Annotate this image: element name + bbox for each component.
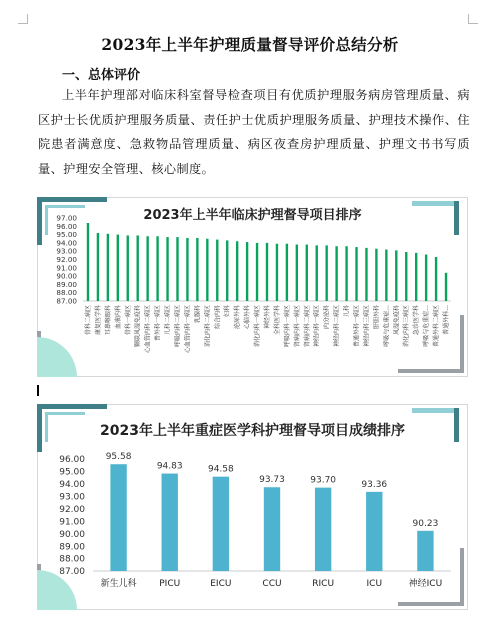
x-tick-label: 乳腺科 [194, 305, 202, 324]
x-tick-label: 神经外科 [264, 305, 271, 330]
frame-accent-top-left [37, 404, 107, 409]
frame-accent-top-right [412, 408, 454, 413]
frame-accent-left-top [37, 197, 42, 245]
x-tick-label: 神经内科一病区 [313, 305, 321, 348]
data-label: 94.83 [156, 461, 183, 472]
y-tick-label: 95.00 [56, 230, 77, 240]
bar [385, 250, 387, 301]
bar [117, 235, 119, 301]
data-label: 90.23 [412, 518, 439, 529]
x-tick-label: 神经内科三病区 [363, 305, 371, 348]
y-tick-label: 96.00 [59, 455, 85, 466]
bar [286, 244, 288, 301]
y-tick-label: 90.00 [56, 271, 77, 281]
x-tick-label: 泌尿外科 [234, 305, 242, 330]
data-label: 94.58 [207, 464, 234, 475]
frame-accent-right-bottom [460, 548, 464, 606]
x-tick-label: 普通外科一病区 [353, 305, 361, 348]
bar [375, 249, 377, 301]
bar [425, 255, 427, 301]
x-tick-label: 骨科二病区 [84, 305, 92, 336]
bar [176, 237, 178, 301]
frame-accent-bottom-right [398, 369, 464, 373]
x-tick-label: 康复医学科 [94, 305, 102, 336]
text-cursor [37, 385, 39, 396]
bar [206, 239, 208, 301]
y-tick-label: 93.00 [59, 492, 85, 503]
x-tick-label: 肝胆外科 [373, 305, 381, 330]
y-tick-label: 89.00 [56, 279, 77, 289]
y-tick-label: 92.00 [59, 504, 85, 515]
bar [276, 244, 278, 301]
frame-accent-top-left-inner [45, 412, 85, 415]
y-tick-label: 96.00 [56, 221, 77, 231]
chart-clinical-ranking-svg [37, 197, 468, 377]
data-label: 93.36 [361, 479, 388, 490]
x-tick-label: 儿科 [343, 305, 351, 318]
y-tick-label: 87.00 [56, 296, 77, 306]
bar [296, 245, 298, 301]
y-tick-label: 88.00 [59, 554, 85, 565]
x-tick-label: 血液内科 [114, 305, 122, 330]
x-tick-label: 普通外科二病区 [433, 305, 441, 348]
x-tick-label: 综合内科 [214, 305, 222, 330]
x-tick-label: 心脑外科 [244, 305, 252, 330]
bar [306, 245, 308, 301]
document-title: 2023年上半年护理质量督导评价总结分析 [101, 35, 399, 54]
bar [355, 247, 357, 301]
bar [435, 257, 437, 301]
y-tick-label: 92.00 [56, 255, 77, 265]
frame-accent-left-inner [45, 412, 48, 442]
x-tick-label: 神经内科二病区 [333, 305, 341, 348]
frame-accent-right-top [454, 408, 459, 442]
page-corner-mark-left [18, 14, 28, 24]
bar [345, 246, 347, 301]
x-tick-label: 新生儿科 [100, 579, 137, 589]
bar [266, 243, 268, 301]
bar [137, 235, 139, 301]
y-tick-label: 90.00 [59, 529, 85, 540]
x-tick-label: 风湿免疫科 [393, 305, 401, 336]
x-tick-label: 神经ICU [408, 579, 443, 589]
bar [213, 477, 229, 571]
bar [445, 273, 447, 301]
x-tick-label: 心血管内科一病区 [184, 305, 192, 354]
x-tick-label: 呼吸内科一病区 [283, 305, 291, 348]
bar [162, 474, 178, 571]
bar [196, 238, 198, 301]
x-tick-label: 儿科二病区 [164, 305, 172, 336]
bar [316, 245, 318, 301]
page-corner-mark-right [468, 14, 478, 24]
frame-accent-top-left-inner [45, 205, 85, 208]
x-tick-label: 普外科一病区 [154, 305, 162, 342]
y-tick-label: 93.00 [56, 246, 77, 256]
x-tick-label: 颗联风湿免疫科 [134, 305, 142, 348]
bar [315, 488, 331, 571]
bar [107, 234, 109, 301]
bar [415, 253, 417, 301]
bar [325, 245, 327, 301]
data-label: 95.58 [105, 452, 132, 463]
data-label: 93.70 [310, 475, 337, 486]
x-tick-label: 消化内科二病区 [204, 305, 212, 348]
y-tick-label: 91.00 [56, 263, 77, 273]
bar [97, 233, 99, 301]
frame-accent-top-right [412, 201, 454, 206]
bar [226, 240, 228, 301]
bar [186, 238, 188, 301]
bar [127, 235, 129, 301]
section-heading: 一、总体评价 [62, 68, 141, 83]
frame-accent-top-left [37, 197, 107, 202]
bar [417, 531, 433, 571]
bar [395, 250, 397, 301]
frame-accent-left-inner [45, 205, 48, 235]
x-tick-label: 全科医学科 [273, 305, 281, 336]
bar [246, 242, 248, 301]
bar [365, 248, 367, 301]
chart-icu-ranking[interactable] [37, 404, 468, 610]
frame-accent-right-bottom [460, 315, 464, 373]
x-tick-label: CCU [262, 579, 282, 589]
x-tick-label: 消化内科三病区 [403, 305, 411, 348]
bar [156, 236, 158, 301]
x-tick-label: 急诊医学科 [413, 305, 421, 336]
bar [236, 241, 238, 301]
body-paragraph: 上半年护理部对临床科室督导检查项目有优质护理服务病房管理质量、病区护士长优质护理服务质量、责任护士优质护理服务质量、护理技术操作、住院患者满意度、急救物品管理质量、病区夜查房护理质量、护理文书书写质量、护理安全管理、核心制度。 [38, 88, 470, 176]
x-tick-label: 妇科 [224, 305, 232, 318]
x-tick-label: 呼吸与危重症... [383, 305, 391, 347]
bar [335, 246, 337, 301]
y-tick-label: 97.00 [56, 213, 77, 223]
y-tick-label: 87.00 [59, 567, 85, 578]
x-tick-label: 普通外科... [443, 305, 451, 335]
x-tick-label: 心血管内科二病区 [144, 305, 152, 354]
y-tick-label: 89.00 [59, 542, 85, 553]
bar [405, 252, 407, 301]
chart-icu-ranking-svg [37, 404, 468, 610]
bar [110, 464, 126, 571]
bar [166, 237, 168, 301]
chart-title: 2023年上半年重症医学科护理督导项目成绩排序 [100, 423, 405, 439]
frame-accent-bottom-right [398, 602, 464, 606]
data-label: 93.73 [259, 475, 285, 486]
y-tick-label: 94.00 [56, 238, 77, 248]
bar [87, 223, 89, 301]
bar [216, 240, 218, 301]
x-tick-label: 骨科一病区 [124, 305, 132, 336]
x-tick-label: 消化内科一病区 [254, 305, 262, 348]
bar [264, 487, 280, 571]
x-tick-label: 肾病内科一病区 [293, 305, 301, 348]
y-tick-label: 88.00 [56, 288, 77, 298]
x-tick-label: RICU [312, 579, 335, 589]
y-tick-label: 95.00 [59, 467, 85, 478]
frame-accent-right-top [454, 201, 459, 235]
x-tick-label: 肾病内科二病区 [303, 305, 311, 348]
chart-border [38, 198, 468, 377]
frame-accent-left-top [37, 404, 42, 452]
frame-accent-mint-corner [37, 337, 77, 377]
chart-clinical-ranking[interactable] [37, 197, 468, 377]
x-tick-label: 呼吸与危重症... [423, 305, 431, 347]
y-tick-label: 94.00 [59, 480, 85, 491]
x-tick-label: 耳鼻喉眼科 [104, 305, 112, 336]
x-tick-label: 呼吸内科二病区 [174, 305, 182, 348]
y-tick-label: 91.00 [59, 517, 85, 528]
x-tick-label: 内分泌科 [323, 305, 331, 330]
bar [366, 492, 382, 571]
x-tick-label: PICU [159, 579, 181, 589]
bar [256, 243, 258, 301]
x-tick-label: EICU [210, 579, 232, 589]
x-tick-label: ICU [366, 579, 383, 589]
chart-title: 2023年上半年临床护理督导项目排序 [143, 208, 362, 223]
bar [146, 236, 148, 301]
